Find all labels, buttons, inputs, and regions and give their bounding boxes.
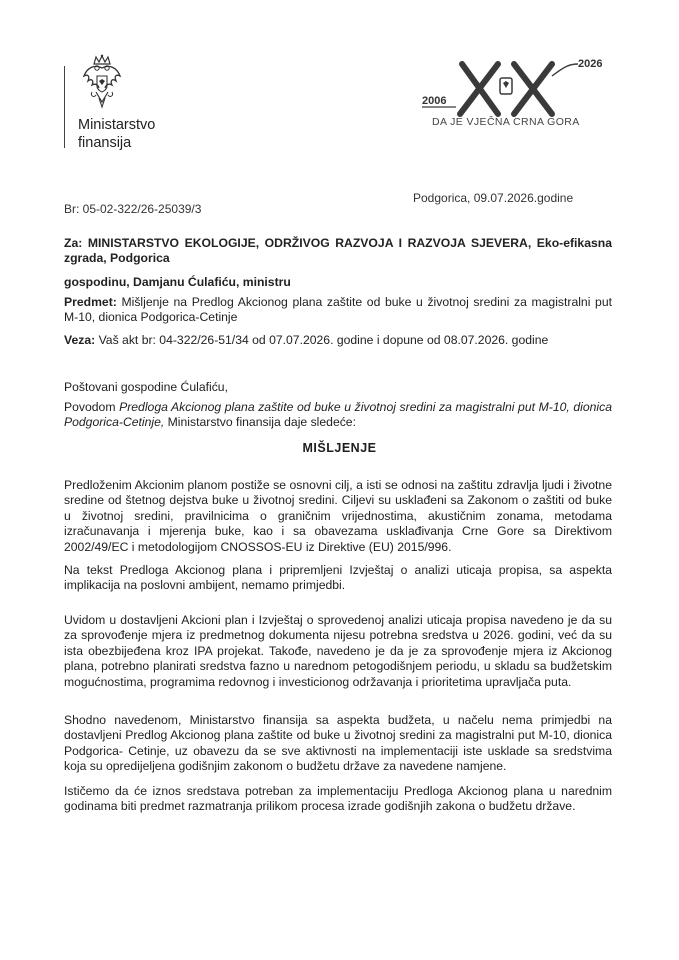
paragraph-no-remarks: Na tekst Predloga Akcionog plana i pripremljeni Izvještaj o analizi uticaja propisa, sa aspekta implikacija na poslovni ambijent, nemamo primjedbi. bbox=[64, 563, 612, 593]
reference-block bbox=[64, 333, 612, 348]
header-divider-line bbox=[64, 66, 65, 148]
paragraph-goals: Predloženim Akcionim planom postiže se osnovni cilj, a isti se odnosi na zaštitu zdravlja ljudi i životne sredine od štetnog dejstva buke u životnoj sredini. Ciljevi su usklađeni sa Zakonom o zaštiti od buke u životnoj sredini, pravilnicima o graničnim vrijednostima, akustičnim zonama, metodama izračunavanja i mjerenja buke, kao i sa obavezama usklađivanja Crne Gore sa Direktivom 2002/49/EC i metodologijom CNOSSOS-EU iz Direktive (EU) 2015/996. bbox=[64, 478, 612, 554]
addressee-person: gospodinu, Damjanu Ćulafiću, ministru bbox=[64, 275, 291, 289]
paragraph-funding: Uvidom u dostavljeni Akcioni plan i Izvještaj o sprovedenoj analizi uticaja propisa navedeno je da su za sprovođenje mjera iz predmetnog dokumenta nijesu potrebna sredstva u 2026. godini, već da su ista obezbijeđena kroz IPA projekat. Takođe, navedeno je da je za sprovođenje mjera iz Akcionog plana, potrebno planirati sredstva fazno u narednom petogodišnjem periodu, u skladu sa budžetskim mogućnostima, programima redovnog i investicionog održavanja i prioritetima upravljača puta. bbox=[64, 613, 612, 689]
intro-prefix: Povodom bbox=[64, 400, 120, 414]
addressee-text: MINISTARSTVO EKOLOGIJE, ODRŽIVOG RAZVOJA I RAZVOJA SJEVERA, Eko-efikasna zgrada, Podgorica bbox=[64, 236, 612, 266]
intro-suffix: Ministarstvo finansija daje sledeće: bbox=[164, 415, 356, 430]
addressee-block bbox=[64, 236, 612, 267]
reference-label: Veza: bbox=[64, 333, 96, 347]
jubilee-year-end: 2026 bbox=[578, 58, 603, 70]
jubilee-year-start: 2006 bbox=[422, 95, 447, 107]
paragraph-budget-opinion: Shodno navedenom, Ministarstvo finansija sa aspekta budžeta, u načelu nema primjedbi na dostavljeni Predlog Akcionog plana zaštite od buke u životnoj sredini za magistralni put M-10, dionica Podgorica- Cetinje, uz obavezu da se sve aktivnosti na implementaciji iste uskladе sa sredstvima koja su opredijeljena godišnjim zakonom o budžetu države za navedene namjene. bbox=[64, 713, 612, 774]
jubilee-motto: DA JE VJEČNA CRNA GORA bbox=[432, 116, 580, 128]
greeting: Poštovani gospodine Ćulafiću, bbox=[64, 380, 228, 394]
jubilee-logo-icon bbox=[420, 52, 603, 126]
document-date: Podgorica, 09.07.2026.godine bbox=[413, 191, 574, 205]
intro-document-title: Predloga Akcionog plana zaštite od buke u životnoj sredini za magistralni put M-10, dionica Podgorica-Cetinje, bbox=[64, 400, 612, 430]
intro-paragraph bbox=[64, 400, 612, 431]
coat-of-arms-icon bbox=[82, 54, 122, 110]
paragraph-future-funding: Ističemo da će iznos sredstava potreban za implementaciju Predloga Akcionog plana u narednim godinama biti predmet razmatranja prilikom procesa izrade godišnjih zakona o budžetu države. bbox=[64, 784, 612, 814]
ministry-name-line2: finansija bbox=[78, 135, 132, 151]
reference-text: Vaš akt br: 04-322/26-51/34 od 07.07.2026. godine i dopune od 08.07.2026. godine bbox=[98, 333, 549, 347]
ministry-name-line1: Ministarstvo bbox=[78, 117, 156, 133]
opinion-heading: MIŠLJENJE bbox=[302, 441, 377, 455]
subject-block bbox=[64, 295, 612, 326]
ministry-name bbox=[78, 116, 155, 152]
subject-label: Predmet: bbox=[64, 295, 117, 309]
subject-text: Mišljenje na Predlog Akcionog plana zaštite od buke u životnoj sredini za magistralni put M-10, dionica Podgorica-Cetinje bbox=[64, 295, 612, 325]
addressee-label: Za: bbox=[64, 236, 83, 250]
document-number: Br: 05-02-322/26-25039/3 bbox=[64, 202, 202, 216]
